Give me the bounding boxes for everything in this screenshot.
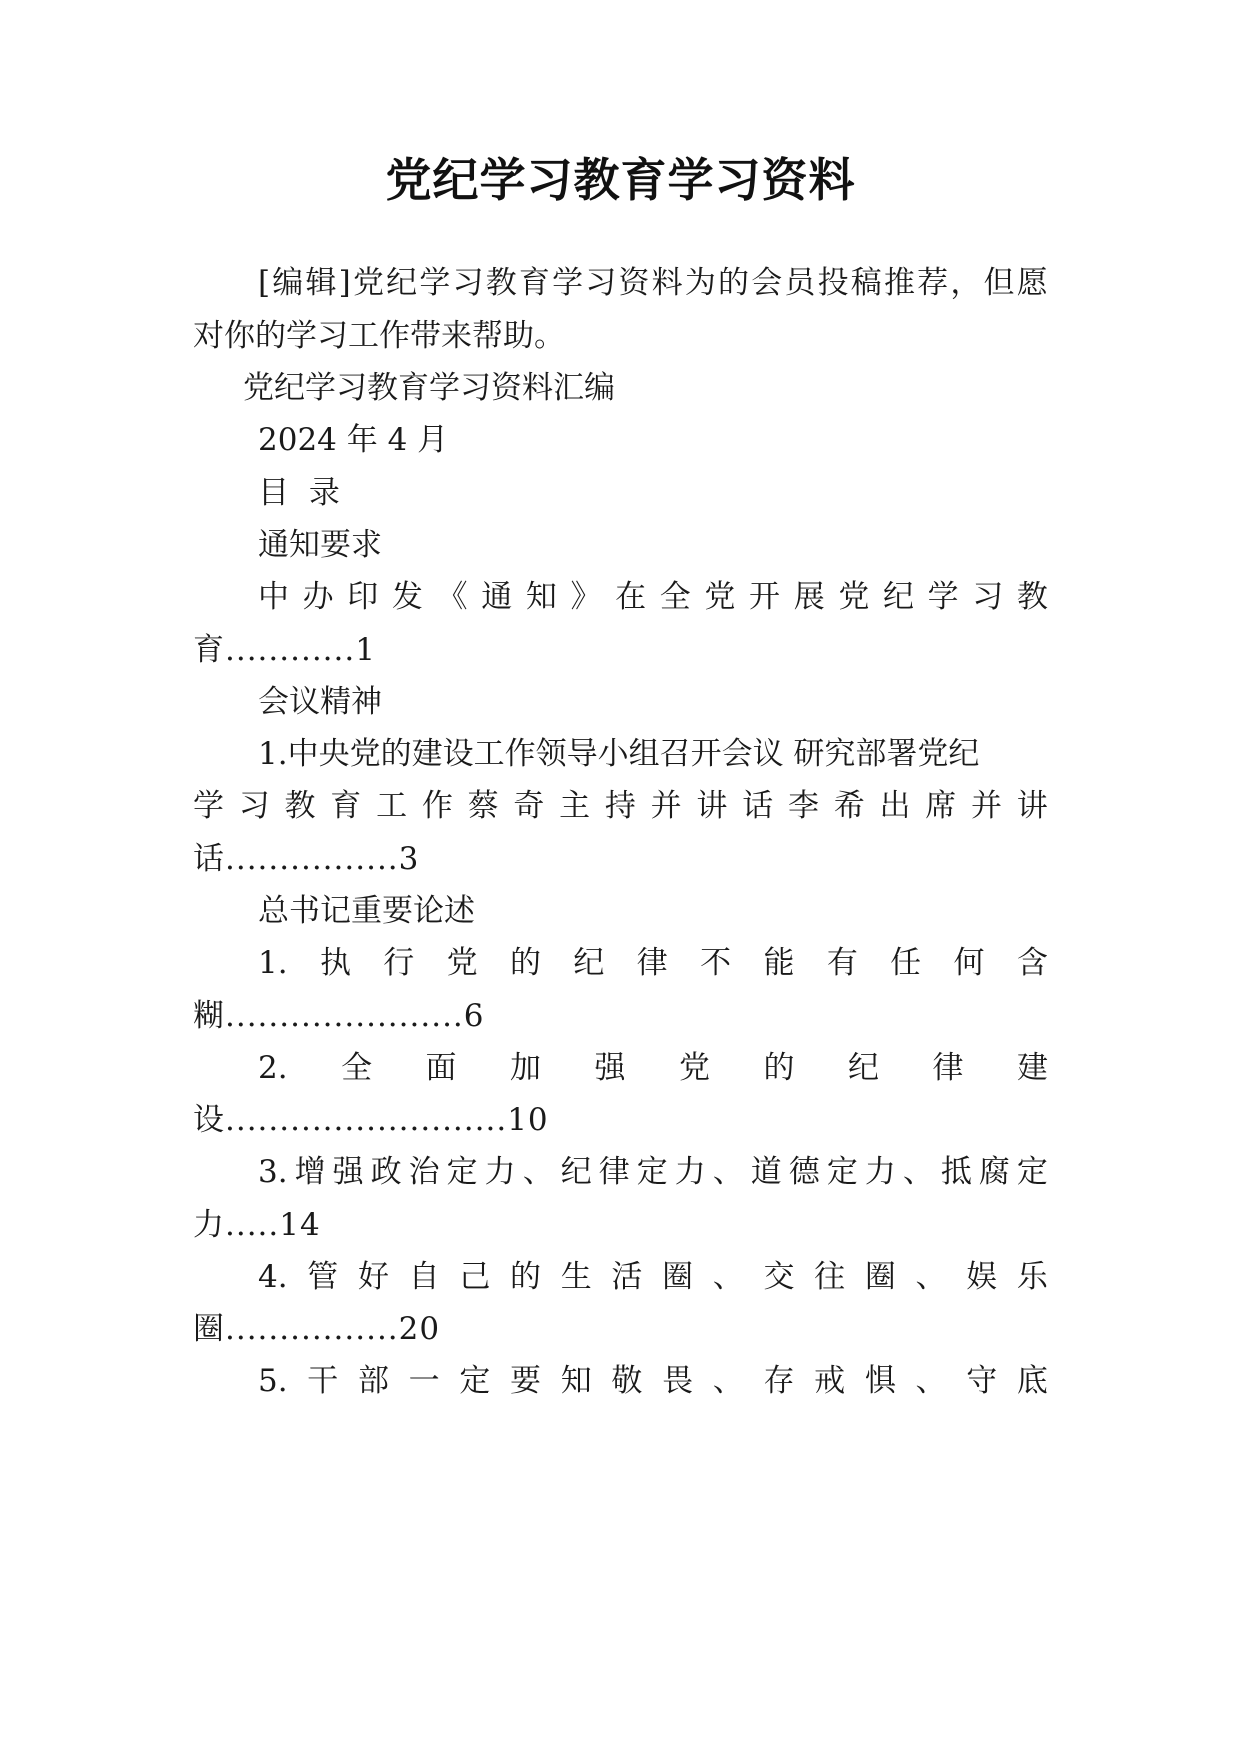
toc-entry-notice-line-1[interactable]: 中 办 印 发 《 通 知 》 在 全 党 开 展 党 纪 学 习 教 bbox=[258, 579, 1048, 615]
toc-entry-speech-4-line-1[interactable]: 4. 管 好 自 己 的 生 活 圈 、 交 往 圈 、 娱 乐 bbox=[258, 1259, 1048, 1295]
toc-entry-meeting-line-1[interactable]: 1.中央党的建设工作领导小组召开会议 研究部署党纪 bbox=[258, 736, 980, 772]
intro-line-2: 对你的学习工作带来帮助。 bbox=[193, 318, 565, 354]
toc-entry-speech-1-line-1[interactable]: 1. 执 行 党 的 纪 律 不 能 有 任 何 含 bbox=[258, 945, 1048, 981]
document-title: 党纪学习教育学习资料 bbox=[385, 153, 856, 207]
toc-heading: 目 录 bbox=[258, 475, 340, 511]
intro-line-1: [ 编 辑 ] 党 纪 学 习 教 育 学 习 资 料 为 的 会 员 投 稿 推 荐 ， 但 愿 bbox=[258, 265, 1048, 301]
toc-entry-notice-line-2[interactable]: 育............1 bbox=[193, 632, 376, 668]
toc-entry-speech-5-line-1[interactable]: 5. 干 部 一 定 要 知 敬 畏 、 存 戒 惧 、 守 底 bbox=[258, 1363, 1048, 1399]
toc-entry-meeting-line-2[interactable]: 学 习 教 育 工 作 蔡 奇 主 持 并 讲 话 李 希 出 席 并 讲 bbox=[193, 788, 1048, 824]
toc-entry-speech-2-line-2[interactable]: 设..........................10 bbox=[193, 1102, 549, 1138]
toc-entry-meeting-line-3[interactable]: 话................3 bbox=[193, 841, 420, 877]
document-date: 2024 年 4 月 bbox=[258, 422, 449, 458]
toc-entry-speech-3-line-1[interactable]: 3. 增 强 政 治 定 力 、 纪 律 定 力 、 道 德 定 力 、 抵 腐 定 bbox=[258, 1154, 1048, 1190]
compilation-title: 党纪学习教育学习资料汇编 bbox=[243, 370, 615, 406]
toc-entry-speech-1-line-2[interactable]: 糊......................6 bbox=[193, 998, 485, 1034]
toc-entry-speech-4-line-2[interactable]: 圈................20 bbox=[193, 1311, 441, 1347]
toc-section-meeting: 会议精神 bbox=[258, 684, 382, 720]
toc-entry-speech-3-line-2[interactable]: 力.....14 bbox=[193, 1207, 321, 1243]
toc-section-notice: 通知要求 bbox=[258, 527, 382, 563]
toc-section-speeches: 总书记重要论述 bbox=[258, 893, 475, 929]
toc-entry-speech-2-line-1[interactable]: 2. 全 面 加 强 党 的 纪 律 建 bbox=[258, 1050, 1048, 1086]
